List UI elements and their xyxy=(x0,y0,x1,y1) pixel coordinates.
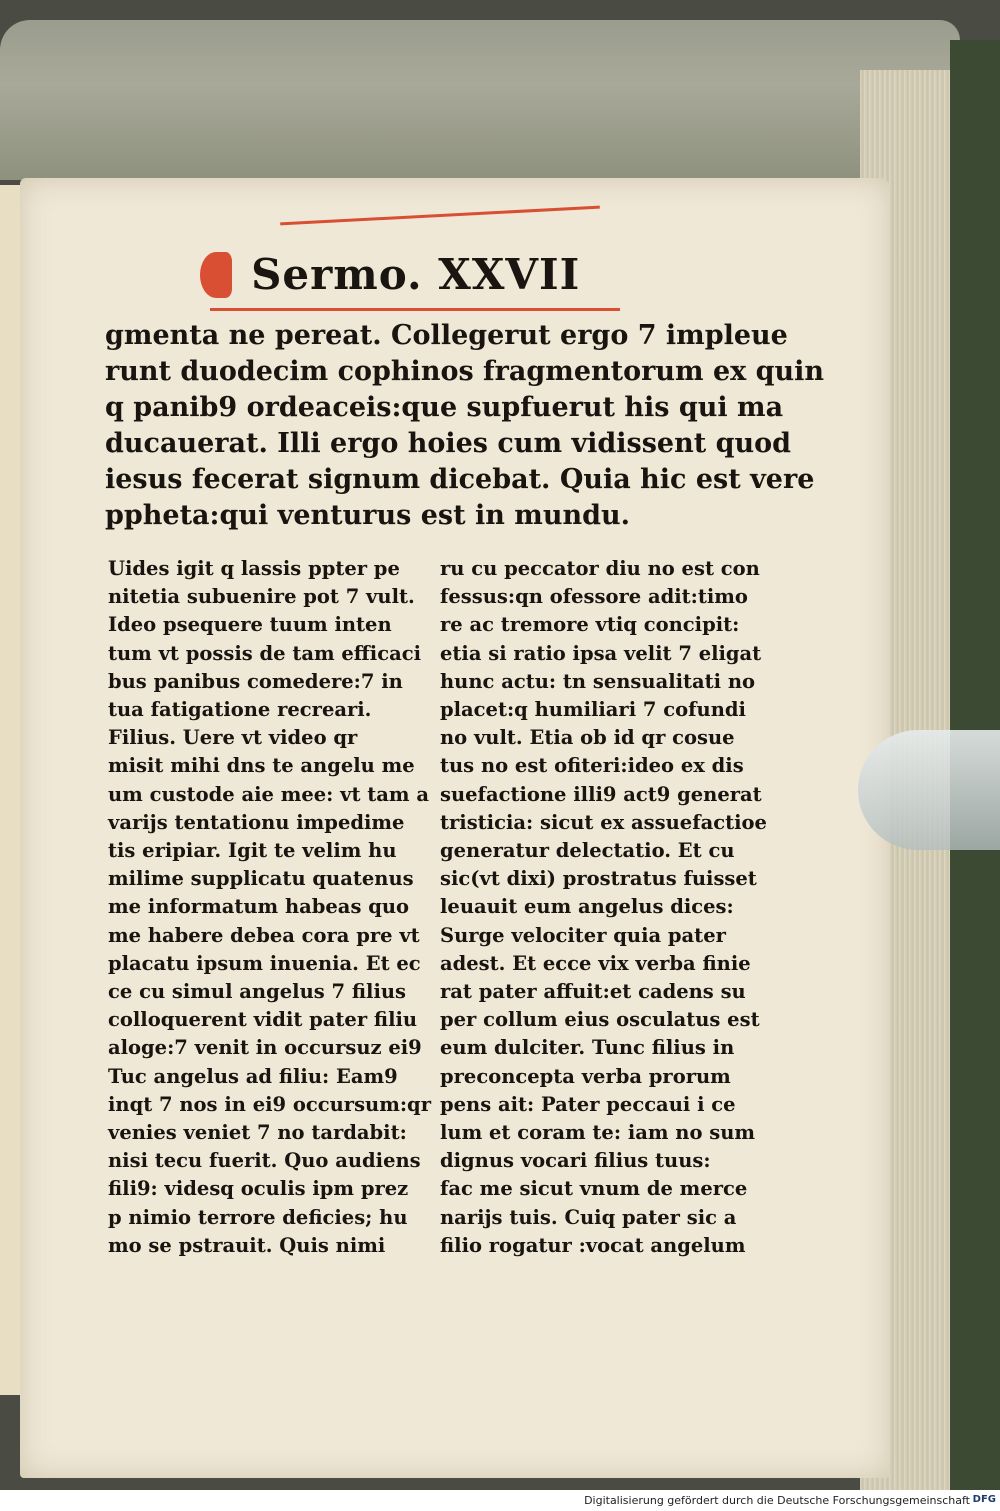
column-line: Surge velociter quia pater xyxy=(440,923,726,947)
dfg-logo: DFG xyxy=(972,1494,996,1505)
column-line: suefactione illi9 act9 generat xyxy=(440,782,762,806)
column-line: filio rogatur :vocat angelum xyxy=(440,1233,746,1257)
column-line: placet:q humiliari 7 cofundi xyxy=(440,698,746,722)
column-line: misit mihi dns te angelu me xyxy=(108,754,415,778)
column-line: varijs tentationu impedime xyxy=(108,810,405,834)
column-line: fac me sicut vnum de merce xyxy=(440,1177,748,1201)
column-line: p nimio terrore deficies; hu xyxy=(108,1205,408,1229)
funding-credit: Digitalisierung gefördert durch die Deutsche Forschungsgemeinschaft xyxy=(584,1494,970,1507)
column-line: preconcepta verba prorum xyxy=(440,1064,731,1088)
column-line: sic(vt dixi) prostratus fuisset xyxy=(440,867,757,891)
column-line: tum vt possis de tam efficaci xyxy=(108,641,422,665)
column-line: colloquerent vidit pater filiu xyxy=(108,1008,418,1032)
column-line: um custode aie mee: vt tam a xyxy=(108,782,429,806)
lead-line: ducauerat. Illi ergo hoies cum vidissent quod xyxy=(105,428,792,459)
column-line: ce cu simul angelus 7 filius xyxy=(108,980,407,1004)
column-line: pens ait: Pater peccaui i ce xyxy=(440,1092,736,1116)
rubric-underline xyxy=(210,308,620,311)
column-line: generatur delectatio. Et cu xyxy=(440,839,735,863)
column-line: tristicia: sicut ex assuefactioe xyxy=(440,810,767,834)
lead-line: q panib9 ordeaceis:que supfuerut his qui ma xyxy=(105,392,784,423)
column-line: me habere debea cora pre vt xyxy=(108,923,420,947)
column-line: inqt 7 nos in ei9 occursum:qr xyxy=(108,1092,431,1116)
heading-text: Sermo. XXVII xyxy=(251,250,581,299)
column-line: lum et coram te: iam no sum xyxy=(440,1121,756,1145)
column-line: mo se pstrauit. Quis nimi xyxy=(108,1233,386,1257)
lead-line: runt duodecim cophinos fragmentorum ex quin xyxy=(105,356,825,387)
column-line: tis eripiar. Igit te velim hu xyxy=(108,839,397,863)
column-line: bus panibus comedere:7 in xyxy=(108,669,403,693)
column-line: etia si ratio ipsa velit 7 eligat xyxy=(440,641,762,665)
column-line: nitetia subuenire pot 7 vult. xyxy=(108,585,415,609)
column-line: milime supplicatu quatenus xyxy=(108,867,414,891)
column-line: fessus:qn ofessore adit:timo xyxy=(440,585,748,609)
column-line: placatu ipsum inuenia. Et ec xyxy=(108,951,421,975)
column-line: Ideo psequere tuum inten xyxy=(108,613,392,637)
column-line: tua fatigatione recreari. xyxy=(108,698,372,722)
left-column xyxy=(108,555,431,1260)
lead-line: iesus fecerat signum dicebat. Quia hic est vere xyxy=(105,464,815,495)
column-line: adest. Et ecce vix verba finie xyxy=(440,951,751,975)
column-line: dignus vocari filius tuus: xyxy=(440,1149,711,1173)
column-line: re ac tremore vtiq concipit: xyxy=(440,613,740,637)
column-line: no vult. Etia ob id qr cosue xyxy=(440,726,735,750)
column-line: leuauit eum angelus dices: xyxy=(440,895,734,919)
column-line: Filius. Uere vt video qr xyxy=(108,726,358,750)
column-line: Uides igit q lassis ppter pe xyxy=(108,557,400,580)
sermon-heading xyxy=(200,250,640,310)
rubric-pilcrow-icon xyxy=(200,252,232,298)
column-line: ru cu peccator diu no est con xyxy=(440,557,760,580)
column-line: Tuc angelus ad filiu: Eam9 xyxy=(108,1064,398,1088)
book-top-edge xyxy=(0,20,960,180)
column-line: rat pater affuit:et cadens su xyxy=(440,980,746,1004)
lead-line: gmenta ne pereat. Collegerut ergo 7 impleue xyxy=(105,320,788,351)
column-line: fili9: videsq oculis ipm prez xyxy=(108,1177,409,1201)
lead-paragraph xyxy=(105,318,825,534)
right-column xyxy=(440,555,767,1260)
column-line: aloge:7 venit in occursuz ei9 xyxy=(108,1036,422,1060)
column-line: nisi tecu fuerit. Quo audiens xyxy=(108,1149,421,1173)
lead-line: ppheta:qui venturus est in mundu. xyxy=(105,500,630,531)
column-line: narijs tuis. Cuiq pater sic a xyxy=(440,1205,737,1229)
column-line: me informatum habeas quo xyxy=(108,895,410,919)
bookmark-clip xyxy=(858,730,1000,850)
column-line: tus no est ofiteri:ideo ex dis xyxy=(440,754,744,778)
column-line: eum dulciter. Tunc filius in xyxy=(440,1036,735,1060)
column-line: venies veniet 7 no tardabit: xyxy=(108,1121,407,1145)
column-line: hunc actu: tn sensualitati no xyxy=(440,669,756,693)
column-line: per collum eius osculatus est xyxy=(440,1008,760,1032)
